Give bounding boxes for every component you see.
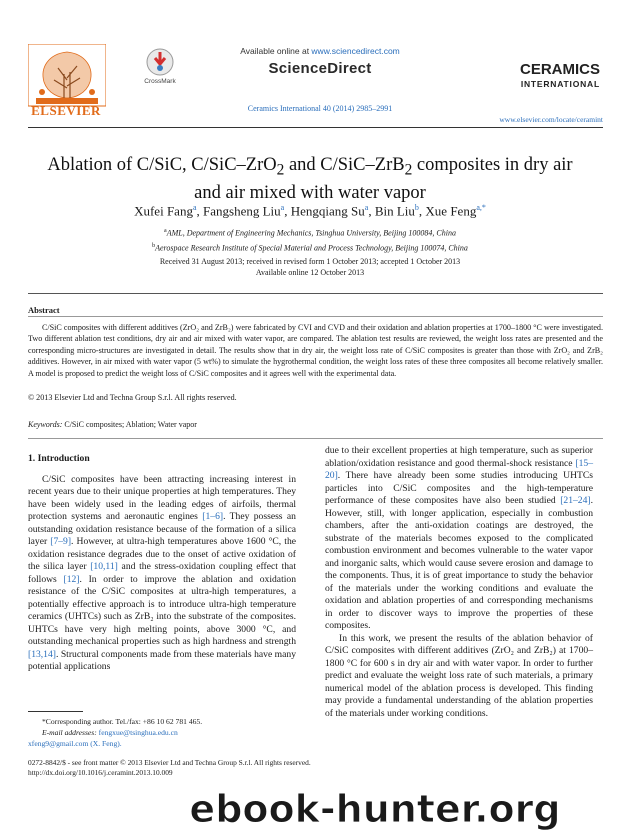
title-line-2: and air mixed with water vapor [194,182,426,203]
affiliation-mark: b [152,242,156,249]
keywords-values: C/SiC composites; Ablation; Water vapor [64,420,197,429]
author-name: Xue Feng [425,203,477,219]
title-subscript: 2 [404,161,413,179]
affiliation-a: AML, Department of Engineering Mechanics, Tsinghua University, Beijing 100084, China [166,228,456,238]
title-subscript: 2 [276,161,285,179]
author-name: Bin Liu [374,203,415,219]
email-line [28,727,298,738]
abstract-divider [28,316,603,317]
corresponding-author-note: *Corresponding author. Tel./fax: +86 10 62 781 465. [42,717,203,726]
paragraph-text: . However, at ultra-high temperatures above 1600 °C, the oxidation resistance degrades due to the onset of active oxidation of the silica layer [28,536,296,572]
keywords-label: Keywords: [28,420,63,429]
sciencedirect-logo: ScienceDirect [268,60,372,77]
title-divider [28,293,603,294]
publisher-name: ELSEVIER [31,103,101,118]
email-link-1[interactable]: fengxue@tsinghua.edu.cn [98,728,178,737]
citation-link[interactable]: [1–6] [202,511,224,522]
journal-logo-international: INTERNATIONAL [520,79,600,89]
affiliation-mark: a [164,228,167,234]
author-list: Xufei Fang$^a$, Fangsheng Liu$^a$, Hengqiang Su$^a$, Bin Liu$^b$, Xue Feng$^{a,*}$ [134,203,486,219]
citation-link[interactable]: [12] [63,573,80,585]
issn-block [28,758,408,778]
intro-paragraph-1 [28,474,296,674]
affiliation-b: Aerospace Research Institute of Special Material and Process Technology, Beijing 100074, China [155,243,468,253]
paragraph-text: and the stress-oxidation coupling effect that follows [28,561,296,585]
watermark-text: ebook-hunter.org [189,790,561,830]
email-link-2[interactable]: xfeng9@gmail.com (X. Feng). [28,739,122,748]
header-divider [28,127,603,128]
abstract-text: C/SiC composites with different additives (ZrO₂ and ZrB₂) were fabricated by CVI and CVD and their oxidation and ablation properties at 1700–1800 °C were investigated. Two different ablation test conditions, dry air and air mixed with water vapor, are compared. The ablation test results are reviewed, the weight loss rates are presented and the corresponding micro-structures are investigated in detail. The results show that in dry air, the weight loss rate of C/SiC composites is greater than those with ZrO₂ and ZrB₂ additives. However, in air mixed with water vapor (5 wt%) to simulate the hygrothermal condition, the weight loss rates of these three composites all become relatively smaller. A model is proposed to predict the weight loss of C/SiC composites and it agrees well with the experimental data. [28,323,603,378]
crossmark-label: CrossMark [144,78,176,85]
author-name: Fangsheng Liu [203,203,281,219]
crossmark-icon[interactable] [146,48,174,76]
paragraph-text: due to their excellent properties at high temperature, such as superior ablation/oxidation resistance and good thermal-shock resistance [325,445,593,469]
sciencedirect-link[interactable]: www.sciencedirect.com [311,46,400,56]
author-affiliation-mark[interactable]: b [414,203,419,212]
watermark [140,790,610,830]
journal-logo-ceramics: CERAMICS [519,61,600,78]
author-affiliation-mark[interactable]: a [280,203,285,212]
paragraph-text: . They possess an outstanding oxidation resistance because of the formation of a silica layer [28,511,296,547]
available-online-date: Available online 12 October 2013 [255,268,365,277]
article-title [40,154,580,204]
journal-homepage-link[interactable]: www.elsevier.com/locate/ceramint [499,115,603,124]
title-part: composites in dry air [412,155,573,175]
author-affiliation-mark[interactable]: a,* [476,203,486,212]
history-dates: Received 31 August 2013; received in revised form 1 October 2013; accepted 1 October 2013 [159,257,461,266]
body-column-right [325,445,593,720]
paragraph-text: . Structural components made from these materials have many potential applications [28,648,296,672]
affiliations [40,225,580,254]
author-affiliation-mark[interactable]: a [364,203,369,212]
keywords-divider [28,438,603,439]
footnote [28,716,298,749]
issn-line: 0272-8842/$ - see front matter © 2013 Elsevier Ltd and Techna Group S.r.l. All rights reserved. [28,758,311,767]
abstract-heading: Abstract [28,305,60,315]
body-column-left [28,445,296,674]
paragraph-text: . However, still, with longer application, especially in combustion chambers, after the anti-oxidation coatings are destroyed, the substrate of the materials becomes exposed to the complicated combustion environment and becomes vulnerable to the water vapor and inorganic salts, which would cause severe erosion and damage to the components. Thus, it is of great importance to study the behavior of the materials under the working conditions and evaluate the oxidation and ablation properties of and corresponding mechanisms in order to discover ways to improve the properties of these composites. [325,495,593,631]
title-part: Ablation of C/SiC, C/SiC–ZrO [47,155,277,175]
citation-link[interactable]: [10,11] [90,561,118,572]
doi-link[interactable]: http://dx.doi.org/10.1016/j.ceramint.2013.10.009 [28,768,173,777]
journal-citation-link[interactable]: Ceramics International 40 (2014) 2985–2991 [247,104,393,113]
citation-link[interactable]: [13,14] [28,648,56,660]
author-name: Hengqiang Su [290,203,365,219]
paragraph-text: C/SiC composites have been attracting increasing interest in recent years due to their unique properties at high temperatures. They have been widely used in the leading edges of airfoils, thermal protection systems and aeronautic engines [28,473,296,522]
abstract-body [28,322,603,379]
author-affiliation-mark[interactable]: a [192,203,197,212]
author-name: Xufei Fang [134,203,193,219]
intro-paragraph-continued [325,445,593,633]
article-dates [40,256,580,278]
paragraph-text: . In order to improve the ablation and oxidation resistance of the C/SiC composites at ultra-high temperatures, a potentially effective approach is to introduce ultra-high temperature ceramics (UHTCs) such as ZrB₂ into the substrate of the composites. UHTCs have very high melting points, above 3000 °C, and outstanding mechanical properties such as high hardness and strength [28,573,296,647]
citation-link[interactable]: [21–24] [560,495,591,506]
citation-link[interactable]: [7–9] [50,536,72,547]
section-heading-introduction: 1. Introduction [28,453,90,464]
paragraph-text: . There have already been some studies introducing UHTCs particles into C/SiC composites and the high-temperature performance of these composites have also been studied [325,470,593,506]
abstract-copyright: © 2013 Elsevier Ltd and Techna Group S.r.l. All rights reserved. [28,393,237,402]
available-online-line [210,46,430,56]
email-label: E-mail addresses: [42,728,99,737]
intro-paragraph-2: In this work, we present the results of the ablation behavior of C/SiC composites with different additives (ZrO₂ and ZrB₂) at 1700–1800 °C for 600 s in dry air and with water vapor. In order to further predict and evaluate the weight loss rate of such materials, a primary numerical model of the ablation process is developed. This finding may provide a fundamental understanding of the ablation properties of the materials under working conditions. [325,632,593,719]
available-prefix: Available online at [240,46,312,56]
title-part: and C/SiC–ZrB [284,155,405,175]
keywords-line [28,420,197,429]
footnote-divider [28,711,83,712]
citation-link[interactable]: [15–20] [325,457,593,481]
